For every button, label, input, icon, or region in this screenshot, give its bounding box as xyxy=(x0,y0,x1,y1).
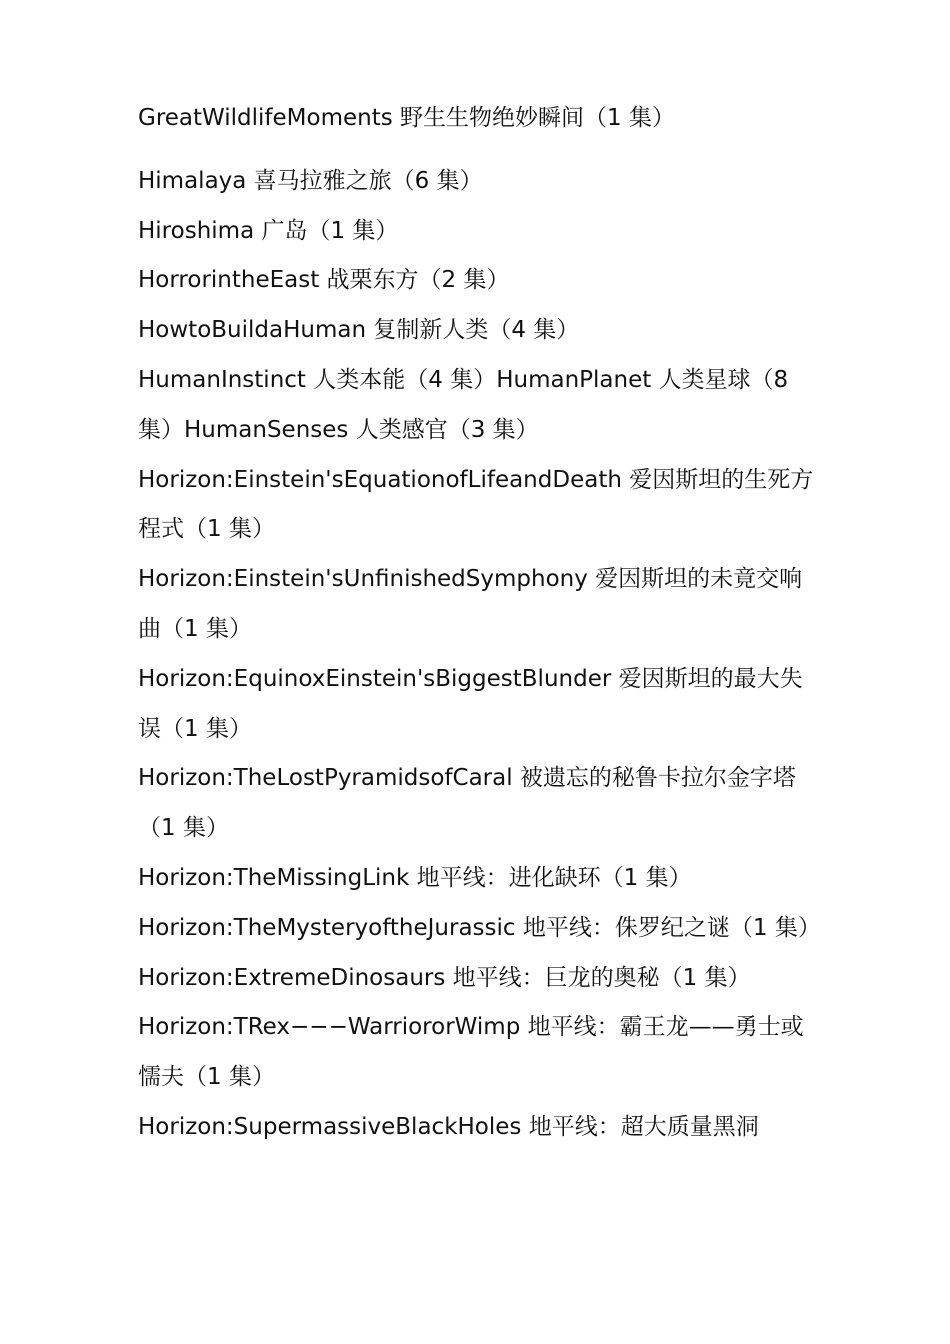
document-paragraph: HorrorintheEast 战栗东方（2 集） xyxy=(138,267,510,294)
document-paragraph: Horizon:SupermassiveBlackHoles 地平线：超大质量黑洞 xyxy=(138,1113,759,1140)
document-paragraph: Hiroshima 广岛（1 集） xyxy=(138,217,399,244)
document-paragraph: Horizon:TRex−−−WarriororWimp 地平线：霸王龙——勇士或懦夫（1 集） xyxy=(138,1014,804,1091)
document-body xyxy=(138,94,821,1153)
document-paragraph: HumanInstinct 人类本能（4 集）HumanPlanet 人类星球（8 集）HumanSenses 人类感官（3 集） xyxy=(138,366,789,443)
document-paragraph: Horizon:Einstein'sUnfinishedSymphony 爱因斯坦的未竟交响曲（1 集） xyxy=(138,566,803,642)
document-paragraph: Horizon:TheLostPyramidsofCaral 被遗忘的秘鲁卡拉尔金字塔（1 集） xyxy=(138,765,796,842)
document-paragraph: HowtoBuildaHuman 复制新人类（4 集） xyxy=(138,317,580,344)
document-paragraph: GreatWildlifeMoments 野生生物绝妙瞬间（1 集） xyxy=(138,105,675,131)
document-paragraph: Himalaya 喜马拉雅之旅（6 集） xyxy=(138,167,483,194)
document-paragraph: Horizon:EquinoxEinstein'sBiggestBlunder 爱因斯坦的最大失误（1 集） xyxy=(138,665,803,742)
document-paragraph: Horizon:Einstein'sEquationofLifeandDeath 爱因斯坦的生死方程式（1 集） xyxy=(138,466,814,543)
document-paragraph: Horizon:TheMysteryoftheJurassic 地平线：侏罗纪之谜（1 集） xyxy=(138,914,821,941)
document-paragraph: Horizon:TheMissingLink 地平线：进化缺环（1 集） xyxy=(138,864,692,891)
document-paragraph: Horizon:ExtremeDinosaurs 地平线：巨龙的奥秘（1 集） xyxy=(138,964,751,991)
